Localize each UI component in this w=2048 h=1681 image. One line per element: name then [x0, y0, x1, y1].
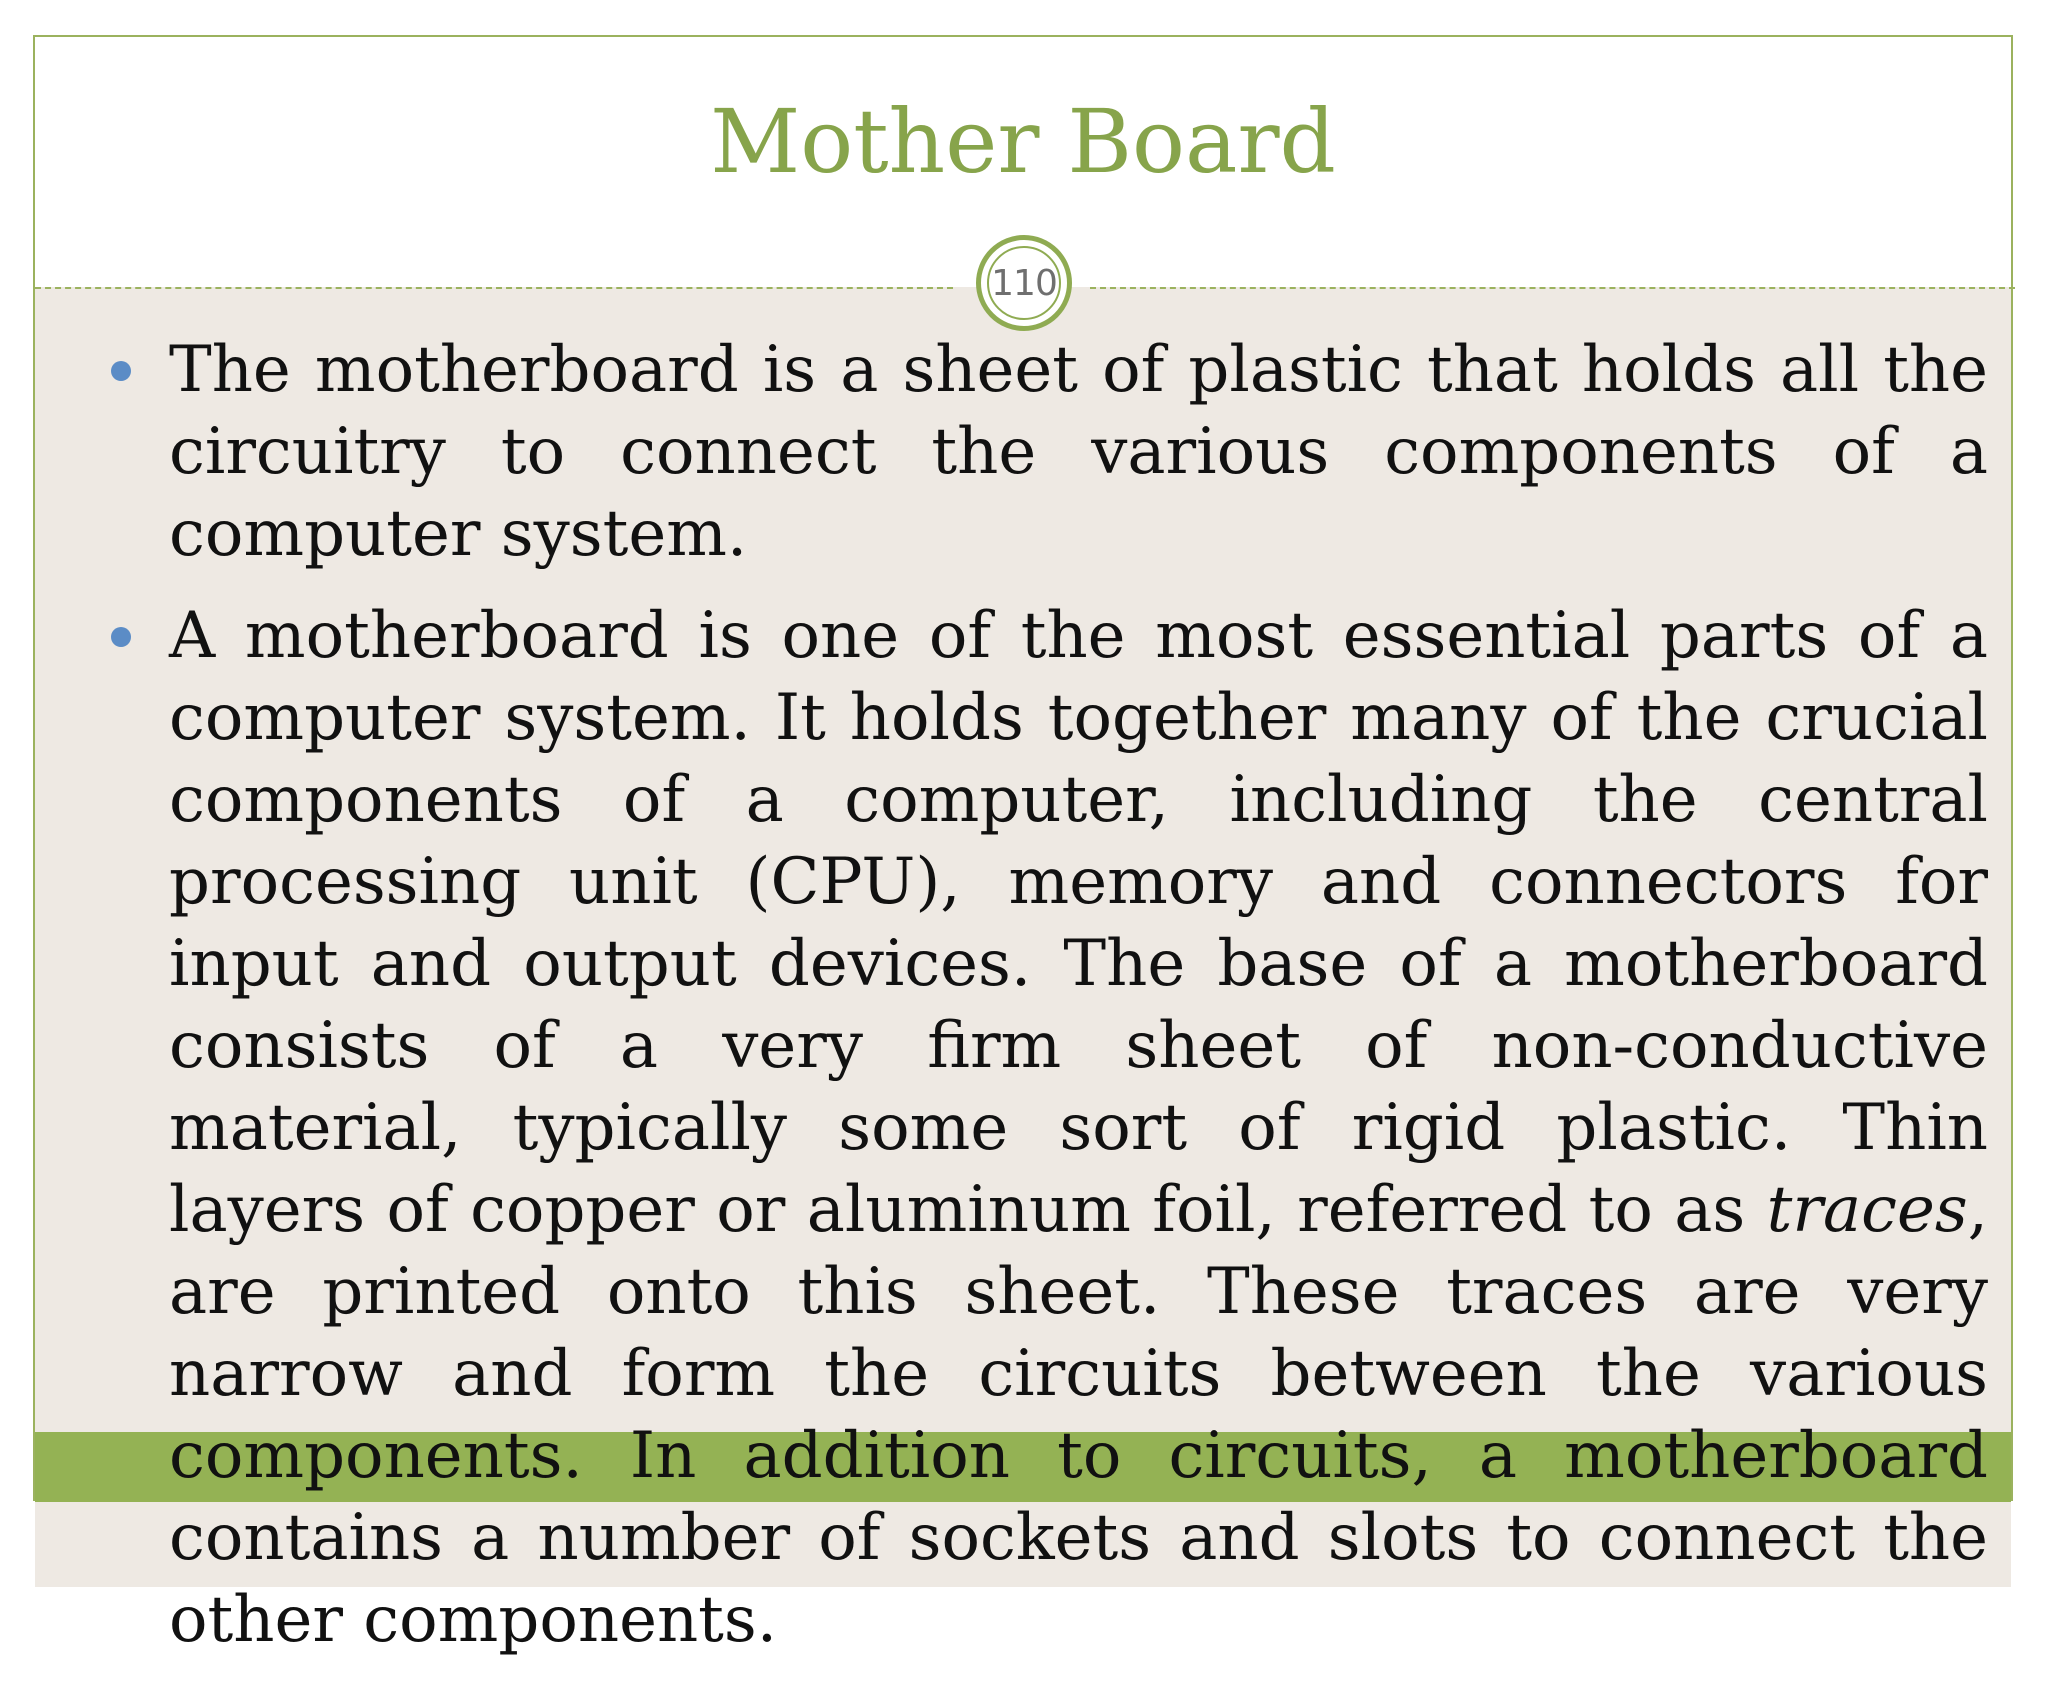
italic-term: traces [1766, 1173, 1968, 1247]
bullet-item [103, 595, 1988, 1661]
bullet-text: The motherboard is a sheet of plastic that holds all the circuitry to connect the various components of a computer system. [169, 333, 1988, 571]
bullet-dot-icon [111, 627, 131, 647]
bullet-text-part: A motherboard is one of the most essential parts of a computer system. It holds together many of the crucial components of a computer, including the central processing unit (CPU), memory and connectors for input and output devices. The base of a motherboard consists of a very firm sheet of non-conductive material, typically some sort of rigid plastic. Thin layers of copper or aluminum foil, referred to as [169, 599, 1988, 1247]
bullet-item [103, 329, 1988, 575]
slide-title: Mother Board [710, 90, 1336, 193]
page-number-badge [976, 235, 1072, 331]
bullet-text [169, 599, 1988, 1657]
bullet-list [103, 329, 1988, 1681]
slide-frame [33, 35, 2013, 1657]
bullet-text-part: , are printed onto this sheet. These traces are very narrow and form the circuits between the various components. In addition to circuits, a motherboard contains a number of sockets and slots to connect the other components. [169, 1173, 1988, 1657]
page-number: 110 [987, 246, 1061, 320]
bullet-dot-icon [111, 361, 131, 381]
title-divider-right [1090, 287, 2015, 289]
title-divider-left [35, 287, 953, 289]
